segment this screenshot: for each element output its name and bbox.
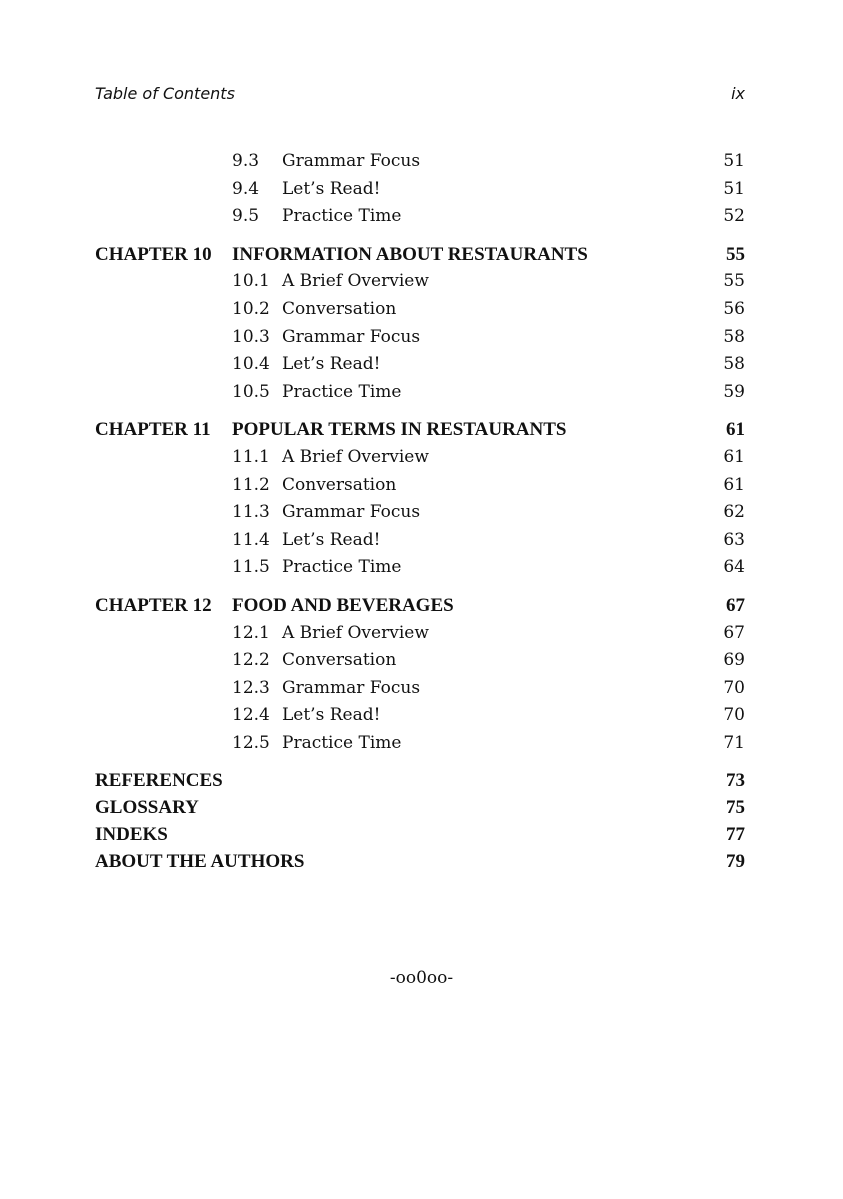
toc-section-row[interactable] xyxy=(95,702,745,730)
section-number: 11.1 xyxy=(232,446,270,467)
section-page: 69 xyxy=(723,650,745,671)
chapter-label: CHAPTER 12 xyxy=(95,594,212,616)
chapter-title: INFORMATION ABOUT RESTAURANTS xyxy=(232,243,588,265)
toc-chapter-row[interactable] xyxy=(95,241,745,269)
section-page: 61 xyxy=(723,446,745,467)
toc-chapter-row[interactable] xyxy=(95,592,745,620)
section-title: A Brief Overview xyxy=(282,271,429,292)
section-title: Let’s Read! xyxy=(282,705,381,726)
section-number: 12.2 xyxy=(232,650,270,671)
section-title: Let’s Read! xyxy=(282,529,381,550)
toc-back-matter-row[interactable] xyxy=(95,767,745,794)
back-matter-page: 73 xyxy=(726,770,745,792)
back-matter-label: GLOSSARY xyxy=(95,797,199,819)
toc-section-row[interactable] xyxy=(95,444,745,472)
table-of-contents xyxy=(95,148,745,875)
toc-section-row[interactable] xyxy=(95,296,745,324)
section-number: 11.5 xyxy=(232,557,270,578)
toc-back-matter-row[interactable] xyxy=(95,821,745,848)
section-page: 59 xyxy=(723,381,745,402)
toc-section-row[interactable] xyxy=(95,499,745,527)
section-page: 70 xyxy=(723,677,745,698)
toc-section-row[interactable] xyxy=(95,324,745,352)
section-number: 11.4 xyxy=(232,529,270,550)
toc-section-row[interactable] xyxy=(95,148,745,176)
section-title: A Brief Overview xyxy=(282,622,429,643)
section-number: 12.4 xyxy=(232,705,270,726)
chapter-label: CHAPTER 11 xyxy=(95,419,211,441)
section-number: 10.1 xyxy=(232,271,270,292)
section-title: Practice Time xyxy=(282,557,402,578)
section-page: 55 xyxy=(723,271,745,292)
section-title: A Brief Overview xyxy=(282,446,429,467)
section-number: 9.5 xyxy=(232,206,260,227)
section-page: 52 xyxy=(723,206,745,227)
section-page: 51 xyxy=(723,151,745,171)
toc-section-row[interactable] xyxy=(95,527,745,555)
section-number: 12.5 xyxy=(232,732,270,753)
section-title: Conversation xyxy=(282,650,397,671)
chapter-title: FOOD AND BEVERAGES xyxy=(232,594,454,616)
section-number: 12.1 xyxy=(232,622,270,643)
back-matter-label: ABOUT THE AUTHORS xyxy=(95,851,305,873)
section-title: Conversation xyxy=(282,474,397,495)
section-page: 70 xyxy=(723,705,745,726)
section-number: 11.3 xyxy=(232,502,270,523)
toc-section-row[interactable] xyxy=(95,203,745,231)
back-matter-label: INDEKS xyxy=(95,824,168,846)
section-page: 67 xyxy=(723,622,745,643)
end-ornament: -oo0oo- xyxy=(389,968,454,988)
section-page: 63 xyxy=(723,529,745,550)
section-title: Practice Time xyxy=(282,381,402,402)
toc-section-row[interactable] xyxy=(95,620,745,648)
section-number: 10.5 xyxy=(232,381,270,402)
section-number: 9.3 xyxy=(232,151,260,171)
section-title: Conversation xyxy=(282,298,397,319)
toc-section-row[interactable] xyxy=(95,554,745,582)
section-page: 61 xyxy=(723,474,745,495)
section-title: Let’s Read! xyxy=(282,178,381,199)
chapter-label: CHAPTER 10 xyxy=(95,243,212,265)
section-title: Practice Time xyxy=(282,732,402,753)
toc-section-row[interactable] xyxy=(95,351,745,379)
section-title: Grammar Focus xyxy=(282,502,421,523)
toc-back-matter-row[interactable] xyxy=(95,794,745,821)
section-number: 10.4 xyxy=(232,354,270,375)
toc-section-row[interactable] xyxy=(95,730,745,758)
chapter-page: 61 xyxy=(726,419,745,441)
toc-section-row[interactable] xyxy=(95,379,745,407)
toc-section-row[interactable] xyxy=(95,647,745,675)
chapter-page: 67 xyxy=(726,594,745,616)
section-title: Grammar Focus xyxy=(282,677,421,698)
section-number: 10.2 xyxy=(232,298,270,319)
toc-section-row[interactable] xyxy=(95,268,745,296)
toc-back-matter-row[interactable] xyxy=(95,848,745,875)
toc-section-row[interactable] xyxy=(95,675,745,703)
section-number: 10.3 xyxy=(232,326,270,347)
running-header xyxy=(95,84,745,106)
section-title: Practice Time xyxy=(282,206,402,227)
section-title: Let’s Read! xyxy=(282,354,381,375)
toc-section-row[interactable] xyxy=(95,176,745,204)
section-number: 9.4 xyxy=(232,178,260,199)
section-page: 58 xyxy=(723,326,745,347)
back-matter-page: 79 xyxy=(726,851,745,873)
toc-section-row[interactable] xyxy=(95,472,745,500)
back-matter-label: REFERENCES xyxy=(95,770,223,792)
section-page: 71 xyxy=(723,732,745,753)
chapter-page: 55 xyxy=(726,243,745,265)
toc-chapter-row[interactable] xyxy=(95,416,745,444)
section-number: 11.2 xyxy=(232,474,270,495)
section-page: 51 xyxy=(723,178,745,199)
page-number: ix xyxy=(731,84,745,103)
back-matter-page: 75 xyxy=(726,797,745,819)
running-header-title: Table of Contents xyxy=(95,84,235,103)
section-title: Grammar Focus xyxy=(282,151,421,171)
section-page: 62 xyxy=(723,502,745,523)
section-number: 12.3 xyxy=(232,677,270,698)
section-page: 58 xyxy=(723,354,745,375)
chapter-title: POPULAR TERMS IN RESTAURANTS xyxy=(232,419,567,441)
back-matter-page: 77 xyxy=(726,824,745,846)
section-page: 64 xyxy=(723,557,745,578)
section-page: 56 xyxy=(723,298,745,319)
section-title: Grammar Focus xyxy=(282,326,421,347)
